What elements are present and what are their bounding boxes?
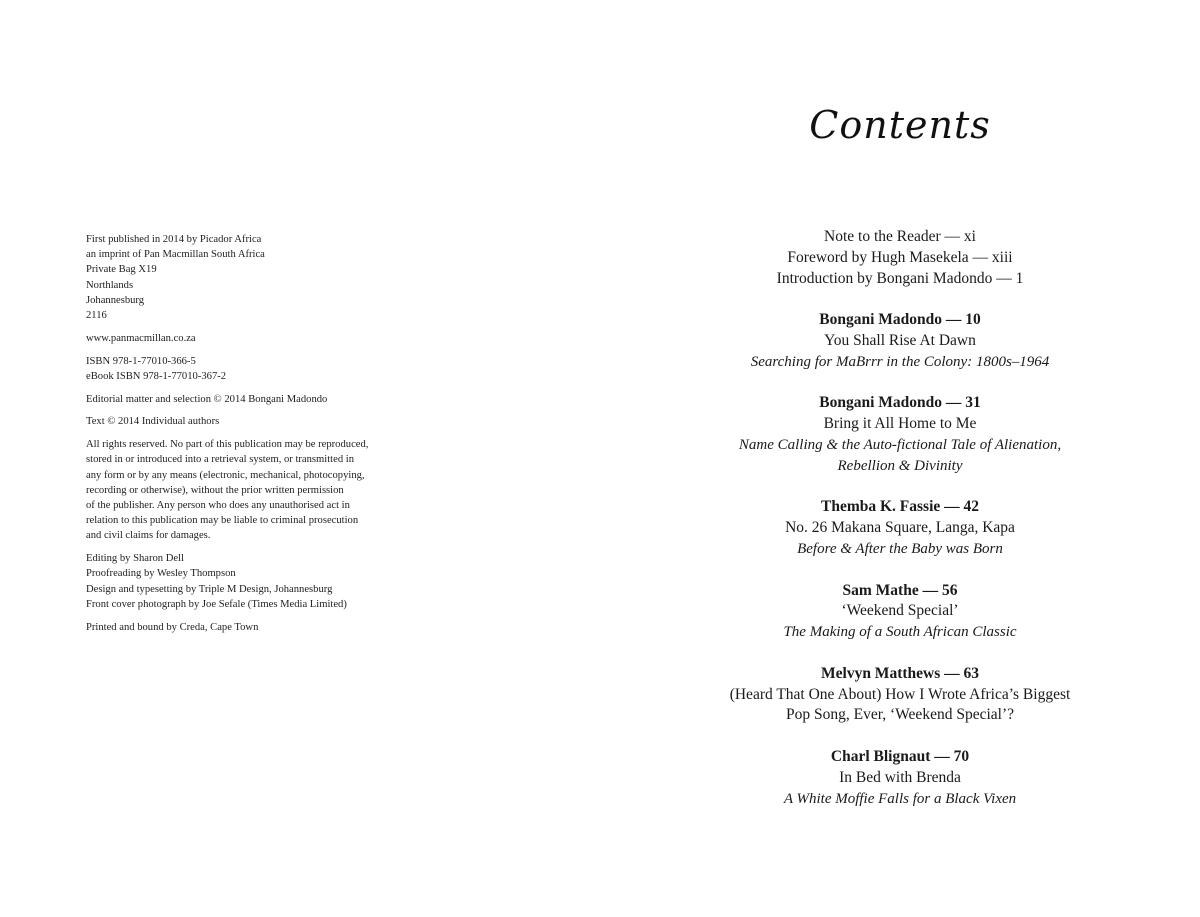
- imprint-line: Johannesburg: [86, 294, 145, 306]
- toc-entry-title: (Heard That One About) How I Wrote Africa’s Biggest: [729, 685, 1071, 703]
- credit-line: Proofreading by Wesley Thompson: [86, 568, 236, 580]
- toc-front-matter-item: Note to the Reader — xi: [824, 228, 976, 245]
- toc-entry-title: In Bed with Brenda: [839, 768, 961, 786]
- contents-heading: Contents: [809, 103, 991, 147]
- imprint-line: an imprint of Pan Macmillan South Africa: [86, 249, 265, 261]
- imprint-line: First published in 2014 by Picador Africa: [86, 234, 262, 245]
- imprint-block: [86, 232, 426, 642]
- editorial-copyright-text: Editorial matter and selection © 2014 Bongani Madondo: [86, 393, 328, 405]
- rights-line: and civil claims for damages.: [86, 530, 211, 542]
- toc-entry-author: Bongani Madondo — 31: [819, 394, 981, 412]
- toc-entry-title: You Shall Rise At Dawn: [824, 331, 976, 349]
- toc-entry-title: No. 26 Makana Square, Langa, Kapa: [785, 519, 1015, 537]
- toc-entry-author: Melvyn Matthews — 63: [821, 664, 979, 682]
- rights-line: relation to this publication may be liable to criminal prosecution: [86, 515, 359, 527]
- toc-entry: [600, 497, 1200, 559]
- toc-entry-subtitle: The Making of a South African Classic: [783, 624, 1017, 641]
- rights-line: of the publisher. Any person who does any unauthorised act in: [86, 500, 350, 512]
- front-matter-list: [600, 227, 1200, 289]
- isbn-line: ISBN 978-1-77010-366-5: [86, 355, 196, 367]
- toc-entry-author: Sam Mathe — 56: [842, 581, 958, 599]
- website-text: www.panmacmillan.co.za: [86, 332, 196, 344]
- toc-entry-subtitle: Before & After the Baby was Born: [797, 540, 1003, 557]
- publisher-website: [86, 331, 426, 346]
- credit-line: Design and typesetting by Triple M Design, Johannesburg: [86, 583, 333, 595]
- toc-entry-author: Charl Blignaut — 70: [830, 747, 970, 765]
- right-page: [600, 0, 1200, 917]
- toc-entry-subtitle: Searching for MaBrrr in the Colony: 1800s–1964: [750, 353, 1050, 370]
- toc-front-matter-item: Introduction by Bongani Madondo — 1: [776, 269, 1024, 287]
- credit-line: Editing by Sharon Dell: [86, 553, 184, 565]
- rights-statement: [86, 437, 426, 543]
- imprint-line: Private Bag X19: [86, 264, 157, 276]
- credits-block: [86, 551, 426, 612]
- rights-line: stored in or introduced into a retrieval system, or transmitted in: [86, 454, 355, 466]
- rights-line: recording or otherwise), without the prior written permission: [86, 484, 344, 496]
- imprint-line: Northlands: [86, 279, 134, 291]
- toc-entry-author: Themba K. Fassie — 42: [820, 498, 980, 516]
- toc-entry: [600, 310, 1200, 372]
- toc-entry-subtitle: Name Calling & the Auto-fictional Tale of Alienation,: [738, 436, 1062, 453]
- printer-block: [86, 620, 426, 635]
- toc-entry-title: Pop Song, Ever, ‘Weekend Special’?: [786, 706, 1014, 724]
- text-copyright-text: Text © 2014 Individual authors: [86, 416, 220, 428]
- toc-entry-title: Bring it All Home to Me: [823, 415, 977, 433]
- toc-entry: [600, 581, 1200, 643]
- rights-line: any form or by any means (electronic, mechanical, photocopying,: [86, 469, 365, 481]
- editorial-copyright: [86, 392, 426, 407]
- toc-front-matter-item: Foreword by Hugh Masekela — xiii: [787, 248, 1013, 266]
- toc-entry-author: Bongani Madondo — 10: [819, 311, 981, 329]
- imprint-line: 2116: [86, 310, 107, 322]
- toc-entry: [600, 393, 1200, 476]
- table-of-contents: [600, 227, 1200, 830]
- text-copyright: [86, 414, 426, 429]
- toc-entry-subtitle: A White Moffie Falls for a Black Vixen: [783, 790, 1017, 807]
- credit-line: Front cover photograph by Joe Sefale (Times Media Limited): [86, 598, 347, 610]
- toc-entry: [600, 664, 1200, 726]
- toc-entry-title: ‘Weekend Special’: [841, 602, 959, 620]
- printer-text: Printed and bound by Creda, Cape Town: [86, 621, 259, 633]
- publisher-address: [86, 232, 426, 323]
- toc-entry-subtitle: Rebellion & Divinity: [837, 457, 963, 474]
- isbn-block: [86, 354, 426, 384]
- toc-entry: [600, 747, 1200, 809]
- rights-line: All rights reserved. No part of this publication may be reproduced,: [86, 439, 369, 451]
- isbn-line: eBook ISBN 978-1-77010-367-2: [86, 370, 227, 382]
